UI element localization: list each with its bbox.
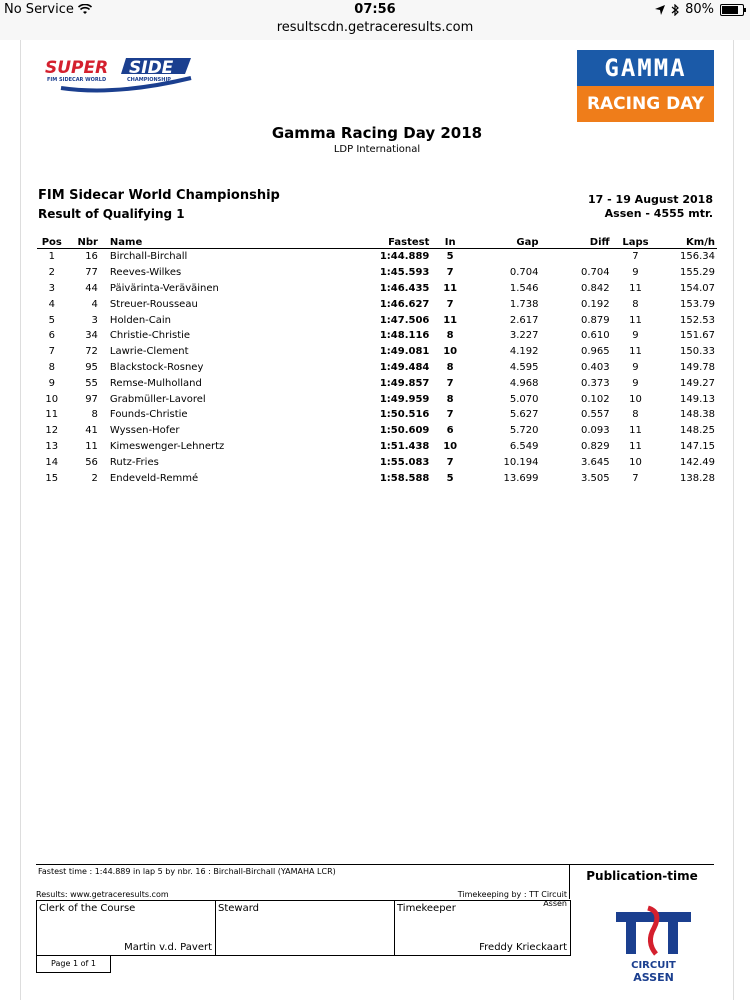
event-dates: 17 - 19 August 2018 [588, 193, 713, 206]
cell-diff: 3.645 [580, 456, 610, 468]
gamma-logo-text: GAMMA [577, 50, 714, 86]
cell-pos: 6 [48, 330, 55, 342]
cell-nbr: 55 [85, 377, 98, 389]
cell-nbr: 2 [91, 472, 98, 484]
cell-pos: 13 [45, 440, 59, 452]
cell-nbr: 72 [85, 346, 98, 358]
event-organizer: LDP International [333, 144, 421, 155]
cell-in: 5 [446, 251, 454, 263]
cell-kmh: 148.38 [680, 409, 715, 421]
cell-laps: 11 [629, 314, 642, 326]
cell-gap: 1.546 [509, 282, 539, 294]
cell-nbr: 41 [85, 425, 98, 437]
table-row [37, 296, 717, 312]
cell-kmh: 148.25 [680, 425, 715, 437]
cell-name: Blackstock-Rosney [109, 361, 204, 373]
results-source[interactable]: Results: www.getraceresults.com [36, 890, 169, 899]
table-header-row [37, 236, 717, 249]
cell-laps: 9 [632, 377, 639, 389]
clerk-name: Martin v.d. Pavert [124, 942, 212, 953]
cell-nbr: 44 [85, 282, 98, 294]
cell-name: Founds-Christie [109, 409, 188, 421]
cell-pos: 11 [45, 409, 59, 421]
timekeeping-note: Timekeeping by : TT Circuit Assen [457, 890, 567, 908]
cell-laps: 7 [632, 251, 639, 263]
cell-kmh: 149.78 [680, 361, 715, 373]
cell-fastest: 1:49.484 [379, 361, 430, 373]
col-laps: Laps [612, 236, 660, 249]
cell-pos: 9 [48, 377, 55, 389]
cell-diff: 0.192 [580, 298, 610, 310]
table-row [37, 265, 717, 281]
cell-kmh: 149.13 [680, 393, 715, 405]
col-fastest: Fastest [336, 236, 432, 249]
cell-gap: 4.595 [509, 361, 539, 373]
cell-kmh: 142.49 [680, 456, 715, 468]
cell-laps: 11 [629, 440, 642, 452]
event-venue: Assen - 4555 mtr. [604, 207, 713, 220]
cell-laps: 8 [632, 409, 639, 421]
cell-kmh: 147.15 [680, 440, 715, 452]
cell-kmh: 151.67 [680, 330, 715, 342]
table-row [37, 470, 717, 486]
cell-nbr: 11 [85, 440, 98, 452]
table-row [37, 249, 717, 265]
cell-nbr: 77 [85, 267, 98, 279]
cell-laps: 10 [629, 393, 642, 405]
cell-gap: 5.720 [509, 425, 539, 437]
cell-in: 6 [446, 425, 454, 437]
cell-diff: 0.842 [580, 282, 610, 294]
cell-name: Lawrie-Clement [109, 346, 189, 358]
cell-laps: 11 [629, 425, 642, 437]
superside-tagline-1: FIM SIDECAR WORLD [47, 77, 107, 83]
clerk-box [36, 900, 216, 956]
cell-laps: 9 [632, 330, 639, 342]
table-row [37, 407, 717, 423]
timekeeper-name: Freddy Krieckaart [479, 942, 567, 953]
superside-logo [41, 52, 196, 94]
cell-nbr: 16 [85, 251, 98, 263]
cell-kmh: 149.27 [680, 377, 715, 389]
table-row [37, 312, 717, 328]
timekeeper-box [394, 900, 571, 956]
timekeeper-label: Timekeeper [397, 903, 456, 914]
carrier-label: No Service [4, 2, 74, 17]
cell-kmh: 156.34 [680, 251, 715, 263]
cell-gap: 3.227 [509, 330, 539, 342]
cell-in: 7 [446, 456, 454, 468]
cell-pos: 2 [48, 267, 55, 279]
col-kmh: Km/h [659, 236, 717, 249]
cell-laps: 8 [632, 298, 639, 310]
cell-fastest: 1:50.609 [379, 425, 430, 437]
cell-name: Remse-Mulholland [109, 377, 202, 389]
cell-laps: 7 [632, 472, 639, 484]
col-gap: Gap [469, 236, 541, 249]
table-row [37, 423, 717, 439]
cell-fastest: 1:44.889 [379, 251, 430, 263]
results-table [37, 236, 717, 486]
cell-name: Streuer-Rousseau [109, 298, 198, 310]
clerk-label: Clerk of the Course [39, 903, 136, 914]
page-number: Page 1 of 1 [36, 955, 111, 973]
cell-pos: 1 [48, 251, 55, 263]
location-arrow-icon [655, 5, 665, 15]
ios-status-bar [0, 0, 750, 20]
sponsor-logos-strip [21, 995, 733, 1000]
cell-gap: 13.699 [503, 472, 539, 484]
cell-name: Rutz-Fries [109, 456, 159, 468]
cell-kmh: 153.79 [680, 298, 715, 310]
cell-fastest: 1:45.593 [379, 267, 430, 279]
cell-kmh: 150.33 [680, 346, 715, 358]
table-row [37, 391, 717, 407]
cell-laps: 10 [629, 456, 642, 468]
cell-name: Holden-Cain [109, 314, 172, 326]
steward-label: Steward [218, 903, 260, 914]
tt-logo-graphic [596, 902, 711, 960]
battery-icon [720, 4, 744, 16]
cell-fastest: 1:48.116 [379, 330, 430, 342]
cell-in: 10 [443, 440, 458, 452]
cell-gap: 1.738 [509, 298, 539, 310]
cell-nbr: 4 [91, 298, 98, 310]
url-bar[interactable]: resultscdn.getraceresults.com [0, 20, 750, 40]
status-right [655, 2, 744, 17]
cell-nbr: 3 [91, 314, 98, 326]
col-name: Name [100, 236, 336, 249]
cell-nbr: 95 [85, 361, 98, 373]
cell-in: 11 [443, 282, 458, 294]
superside-logo-text-2: SIDE [129, 58, 174, 78]
cell-name: Endeveld-Remmé [109, 472, 199, 484]
cell-gap: 0.704 [509, 267, 539, 279]
cell-name: Reeves-Wilkes [109, 267, 182, 279]
cell-laps: 9 [632, 361, 639, 373]
table-row [37, 375, 717, 391]
cell-nbr: 56 [85, 456, 98, 468]
cell-gap: 6.549 [509, 440, 539, 452]
cell-name: Päivärinta-Veräväinen [109, 282, 219, 294]
battery-fill [722, 6, 738, 14]
results-body [37, 249, 717, 486]
cell-laps: 11 [629, 346, 642, 358]
cell-pos: 15 [45, 472, 59, 484]
cell-fastest: 1:51.438 [379, 440, 430, 452]
cell-kmh: 155.29 [680, 267, 715, 279]
racing-day-logo-text: RACING DAY [577, 86, 714, 122]
superside-tagline-2: CHAMPIONSHIP [127, 77, 171, 83]
table-row [37, 454, 717, 470]
cell-diff: 0.102 [580, 393, 610, 405]
cell-diff: 3.505 [580, 472, 610, 484]
cell-fastest: 1:50.516 [379, 409, 430, 421]
publication-time: Publication-time [569, 864, 714, 899]
cell-fastest: 1:47.506 [379, 314, 430, 326]
table-row [37, 328, 717, 344]
col-in: In [431, 236, 469, 249]
cell-diff: 0.610 [580, 330, 610, 342]
cell-in: 8 [446, 330, 454, 342]
session-title: Result of Qualifying 1 [38, 207, 185, 221]
results-document [20, 40, 734, 1000]
cell-nbr: 97 [85, 393, 98, 405]
cell-gap: 2.617 [509, 314, 539, 326]
clock: 07:56 [354, 2, 396, 17]
cell-gap: 5.070 [509, 393, 539, 405]
battery-percent: 80% [685, 2, 714, 17]
cell-diff: 0.879 [580, 314, 610, 326]
table-row [37, 360, 717, 376]
cell-diff: 0.557 [580, 409, 610, 421]
cell-diff: 0.373 [580, 377, 610, 389]
col-diff: Diff [541, 236, 612, 249]
cell-nbr: 8 [91, 409, 98, 421]
cell-in: 8 [446, 361, 454, 373]
cell-fastest: 1:46.627 [379, 298, 430, 310]
cell-name: Christie-Christie [109, 330, 191, 342]
cell-diff: 0.965 [580, 346, 610, 358]
cell-pos: 5 [48, 314, 55, 326]
cell-name: Birchall-Birchall [109, 251, 188, 263]
cell-in: 5 [446, 472, 454, 484]
steward-box [215, 900, 395, 956]
superside-logo-text-1: SUPER [45, 58, 109, 78]
cell-pos: 12 [45, 425, 59, 437]
cell-gap [469, 249, 541, 265]
tt-logo-text-2: ASSEN [633, 971, 674, 984]
cell-pos: 14 [45, 456, 59, 468]
cell-fastest: 1:49.959 [379, 393, 430, 405]
cell-pos: 3 [48, 282, 55, 294]
cell-pos: 4 [48, 298, 55, 310]
cell-in: 8 [446, 393, 454, 405]
cell-laps: 9 [632, 267, 639, 279]
cell-gap: 5.627 [509, 409, 539, 421]
cell-name: Wyssen-Hofer [109, 425, 180, 437]
cell-diff [541, 249, 612, 265]
col-nbr: Nbr [67, 236, 100, 249]
cell-diff: 0.403 [580, 361, 610, 373]
cell-gap: 10.194 [503, 456, 539, 468]
cell-fastest: 1:49.857 [379, 377, 430, 389]
cell-kmh: 138.28 [680, 472, 715, 484]
cell-pos: 8 [48, 361, 55, 373]
cell-in: 7 [446, 267, 454, 279]
cell-pos: 10 [45, 393, 59, 405]
cell-fastest: 1:49.081 [379, 346, 430, 358]
table-row [37, 281, 717, 297]
tt-circuit-assen-logo [596, 902, 711, 982]
cell-gap: 4.968 [509, 377, 539, 389]
cell-gap: 4.192 [509, 346, 539, 358]
cell-in: 7 [446, 298, 454, 310]
cell-nbr: 34 [85, 330, 98, 342]
table-row [37, 344, 717, 360]
cell-diff: 0.704 [580, 267, 610, 279]
championship-title: FIM Sidecar World Championship [38, 188, 280, 203]
cell-fastest: 1:55.083 [379, 456, 430, 468]
col-pos: Pos [37, 236, 67, 249]
tt-logo-text-1: CIRCUIT [631, 960, 676, 971]
cell-in: 11 [443, 314, 458, 326]
event-title: Gamma Racing Day 2018 [271, 124, 483, 142]
cell-in: 10 [443, 346, 458, 358]
cell-fastest: 1:46.435 [379, 282, 430, 294]
cell-laps: 11 [629, 282, 642, 294]
document-footer [36, 864, 713, 994]
table-row [37, 439, 717, 455]
bluetooth-icon [671, 4, 679, 16]
cell-kmh: 154.07 [680, 282, 715, 294]
cell-fastest: 1:58.588 [379, 472, 430, 484]
cell-kmh: 152.53 [680, 314, 715, 326]
cell-name: Grabmüller-Lavorel [109, 393, 206, 405]
fastest-time-note: Fastest time : 1:44.889 in lap 5 by nbr. 16 : Birchall-Birchall (YAMAHA LCR) [36, 864, 571, 879]
cell-name: Kimeswenger-Lehnertz [109, 440, 225, 452]
cell-pos: 7 [48, 346, 55, 358]
cell-diff: 0.829 [580, 440, 610, 452]
cell-in: 7 [446, 409, 454, 421]
cell-in: 7 [446, 377, 454, 389]
gamma-racing-day-logo [577, 50, 714, 122]
cell-diff: 0.093 [580, 425, 610, 437]
